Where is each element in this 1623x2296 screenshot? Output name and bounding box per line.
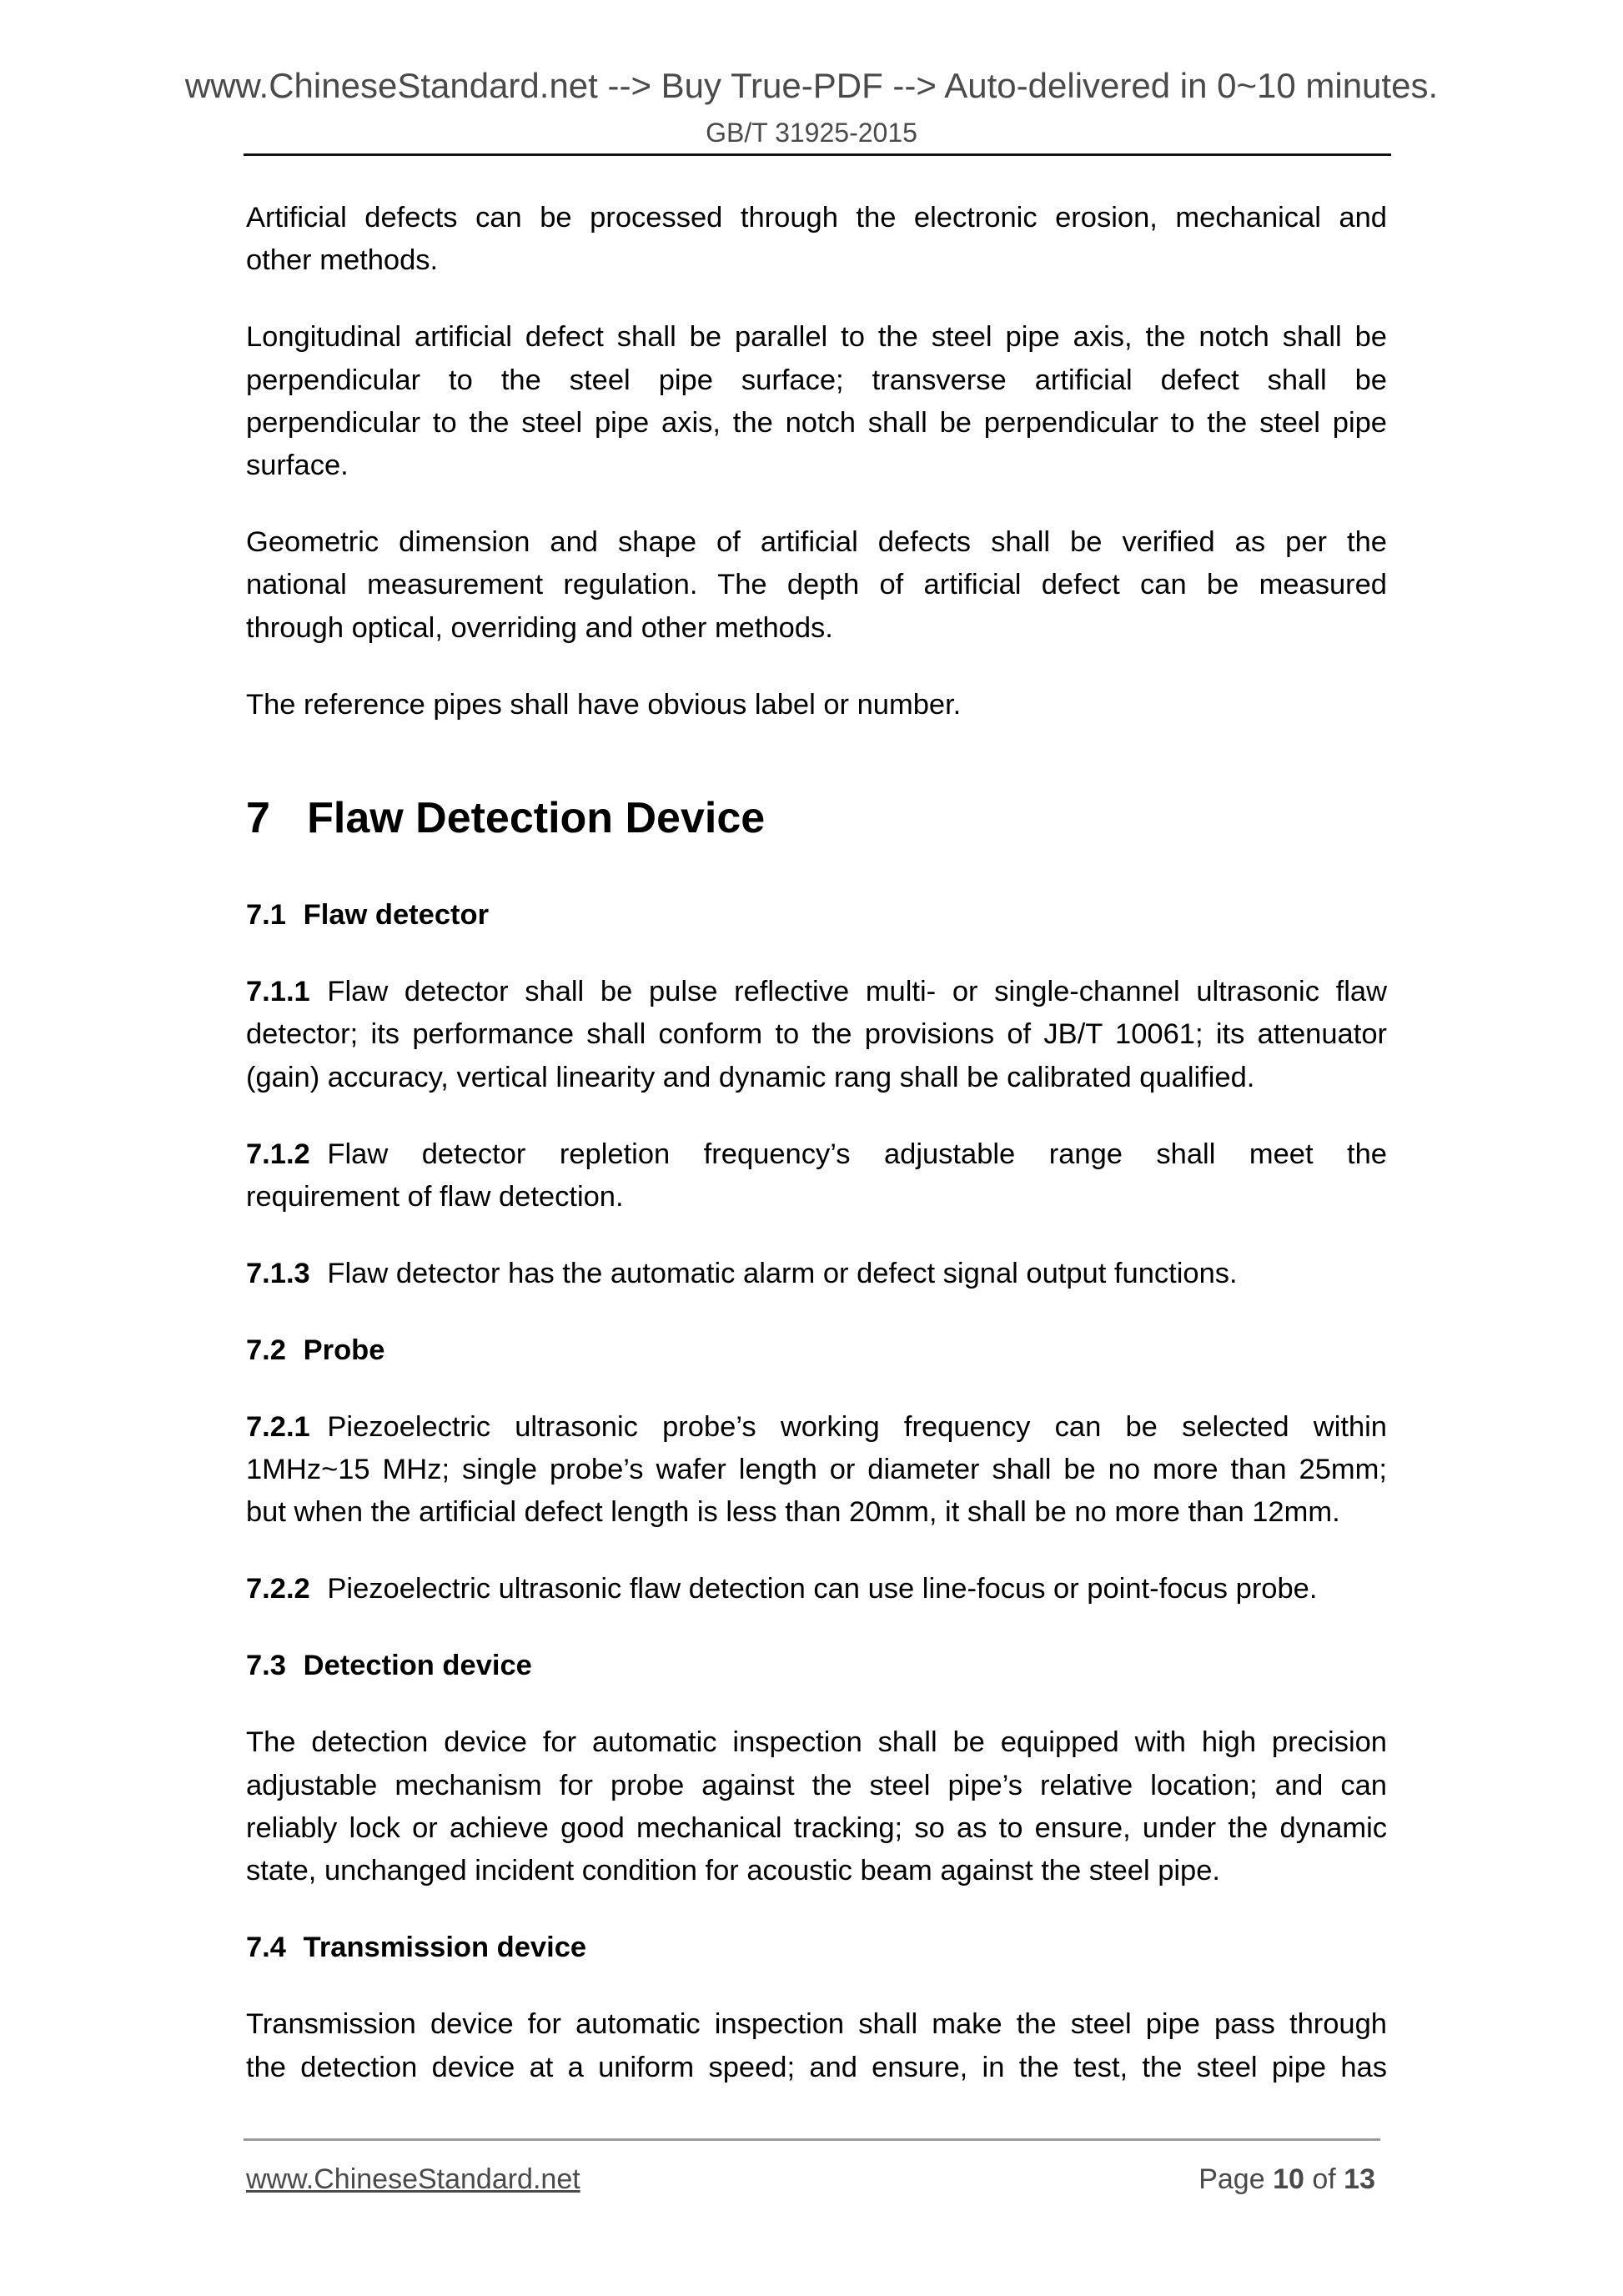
- text-line: [246, 1133, 1387, 1176]
- line-text: The reference pipes shall have obvious label or number.: [246, 688, 962, 721]
- page-prefix: Page: [1198, 2163, 1265, 2195]
- clause-number: 7.1.2: [246, 1138, 310, 1170]
- line-text: Flaw detector has the automatic alarm or defect signal output functions.: [327, 1257, 1238, 1289]
- subsection-heading: [246, 894, 1387, 937]
- line-text: adjustable mechanism for probe against the steel pipe’s relative location; and can: [246, 1769, 1387, 1801]
- line-text: detector; its performance shall conform to the provisions of JB/T 10061; its attenuator: [246, 1018, 1387, 1051]
- text-line: [246, 239, 1387, 282]
- paragraph: [246, 197, 1387, 283]
- numbered-clause: [246, 1133, 1387, 1219]
- text-line: [246, 2003, 1387, 2046]
- text-line: [246, 684, 1387, 726]
- line-text: state, unchanged incident condition for acoustic beam against the steel pipe.: [246, 1855, 1221, 1887]
- clause-number: 7.1.1: [246, 976, 310, 1008]
- page-indicator: [1198, 2162, 1375, 2197]
- page-total: 13: [1344, 2163, 1375, 2195]
- section-heading: [246, 789, 1387, 847]
- paragraph: [246, 316, 1387, 487]
- line-text: perpendicular to the steel pipe axis, the notch shall be perpendicular to the steel pipe: [246, 406, 1387, 439]
- section-title: Flaw detector: [303, 899, 490, 932]
- line-text: perpendicular to the steel pipe surface; transverse artificial defect shall be: [246, 364, 1387, 396]
- text-line: [246, 521, 1387, 564]
- section-number: 7.4: [246, 1932, 286, 1964]
- paragraph: [246, 2003, 1387, 2089]
- section-number: 7.3: [246, 1650, 286, 1682]
- line-text: other methods.: [246, 244, 439, 277]
- line-text: Flaw detector shall be pulse reflective multi- or single-channel ultrasonic flaw: [327, 976, 1387, 1008]
- paragraph: [246, 1721, 1387, 1892]
- text-line: [246, 1765, 1387, 1807]
- section-title: Transmission device: [303, 1932, 587, 1964]
- line-text: Piezoelectric ultrasonic probe’s working frequency can be selected within: [327, 1410, 1387, 1443]
- line-text: surface.: [246, 450, 349, 482]
- header-divider: [244, 153, 1391, 156]
- line-text: requirement of flaw detection.: [246, 1180, 624, 1213]
- text-line: [246, 1449, 1387, 1491]
- section-title: Probe: [303, 1334, 385, 1366]
- document-body: [246, 197, 1387, 2123]
- paragraph: [246, 521, 1387, 650]
- subsection-heading: [246, 1329, 1387, 1372]
- clause-number: 7.1.3: [246, 1257, 310, 1289]
- clause-number: 7.2.2: [246, 1573, 310, 1605]
- text-line: [246, 1807, 1387, 1850]
- text-line: [246, 1721, 1387, 1764]
- clause-number: 7.2.1: [246, 1410, 310, 1443]
- text-line: [246, 402, 1387, 445]
- paragraph: [246, 684, 1387, 726]
- text-line: [246, 1057, 1387, 1099]
- line-text: but when the artificial defect length is less than 20mm, it shall be no more than 12mm.: [246, 1496, 1340, 1529]
- line-text: (gain) accuracy, vertical linearity and dynamic rang shall be calibrated qualified.: [246, 1061, 1255, 1093]
- subsection-heading: [246, 1645, 1387, 1687]
- numbered-clause: [246, 1406, 1387, 1535]
- text-line: [246, 1013, 1387, 1056]
- line-text: Piezoelectric ultrasonic flaw detection can use line-focus or point-focus probe.: [327, 1573, 1318, 1605]
- text-line: [246, 359, 1387, 402]
- line-text: 1MHz~15 MHz; single probe’s wafer length or diameter shall be no more than 25mm;: [246, 1454, 1387, 1486]
- standard-code: GB/T 31925-2015: [706, 118, 917, 148]
- line-text: Geometric dimension and shape of artificial defects shall be verified as per the: [246, 526, 1387, 559]
- text-line: [246, 1406, 1387, 1449]
- text-line: [246, 1253, 1387, 1295]
- line-text: reliably lock or achieve good mechanical tracking; so as to ensure, under the dynamic: [246, 1811, 1387, 1844]
- numbered-clause: [246, 1253, 1387, 1295]
- line-text: national measurement regulation. The depth of artificial defect can be measured: [246, 569, 1387, 601]
- line-text: Flaw detector repletion frequency’s adjustable range shall meet the: [327, 1138, 1387, 1170]
- line-text: The detection device for automatic inspection shall be equipped with high precision: [246, 1726, 1387, 1759]
- subsection-heading: [246, 1927, 1387, 1969]
- section-title: Detection device: [303, 1650, 532, 1682]
- text-line: [246, 971, 1387, 1013]
- page-current: 10: [1273, 2163, 1304, 2195]
- section-number: 7.1: [246, 899, 286, 932]
- line-text: Transmission device for automatic inspection shall make the steel pipe pass through: [246, 2008, 1387, 2041]
- text-line: [246, 1176, 1387, 1218]
- numbered-clause: [246, 1568, 1387, 1610]
- page-of: of: [1312, 2163, 1336, 2195]
- text-line: [246, 1491, 1387, 1534]
- text-line: [246, 197, 1387, 239]
- text-line: [246, 2047, 1387, 2089]
- text-line: [246, 1850, 1387, 1892]
- line-text: Longitudinal artificial defect shall be parallel to the steel pipe axis, the notch shall be: [246, 321, 1387, 354]
- line-text: through optical, overriding and other methods.: [246, 611, 833, 644]
- line-text: Artificial defects can be processed through the electronic erosion, mechanical and: [246, 202, 1387, 234]
- section-number: 7: [246, 794, 270, 843]
- text-line: [246, 316, 1387, 359]
- text-line: [246, 564, 1387, 606]
- section-number: 7.2: [246, 1334, 286, 1366]
- line-text: the detection device at a uniform speed; and ensure, in the test, the steel pipe has: [246, 2051, 1387, 2083]
- section-title: Flaw Detection Device: [307, 794, 766, 843]
- text-line: [246, 1568, 1387, 1610]
- text-line: [246, 607, 1387, 650]
- numbered-clause: [246, 971, 1387, 1099]
- header-banner: www.ChineseStandard.net --> Buy True-PDF --> Auto-delivered in 0~10 minutes.: [184, 66, 1439, 105]
- text-line: [246, 445, 1387, 487]
- footer-website-link[interactable]: www.ChineseStandard.net: [246, 2163, 580, 2195]
- footer-divider: [244, 2138, 1380, 2141]
